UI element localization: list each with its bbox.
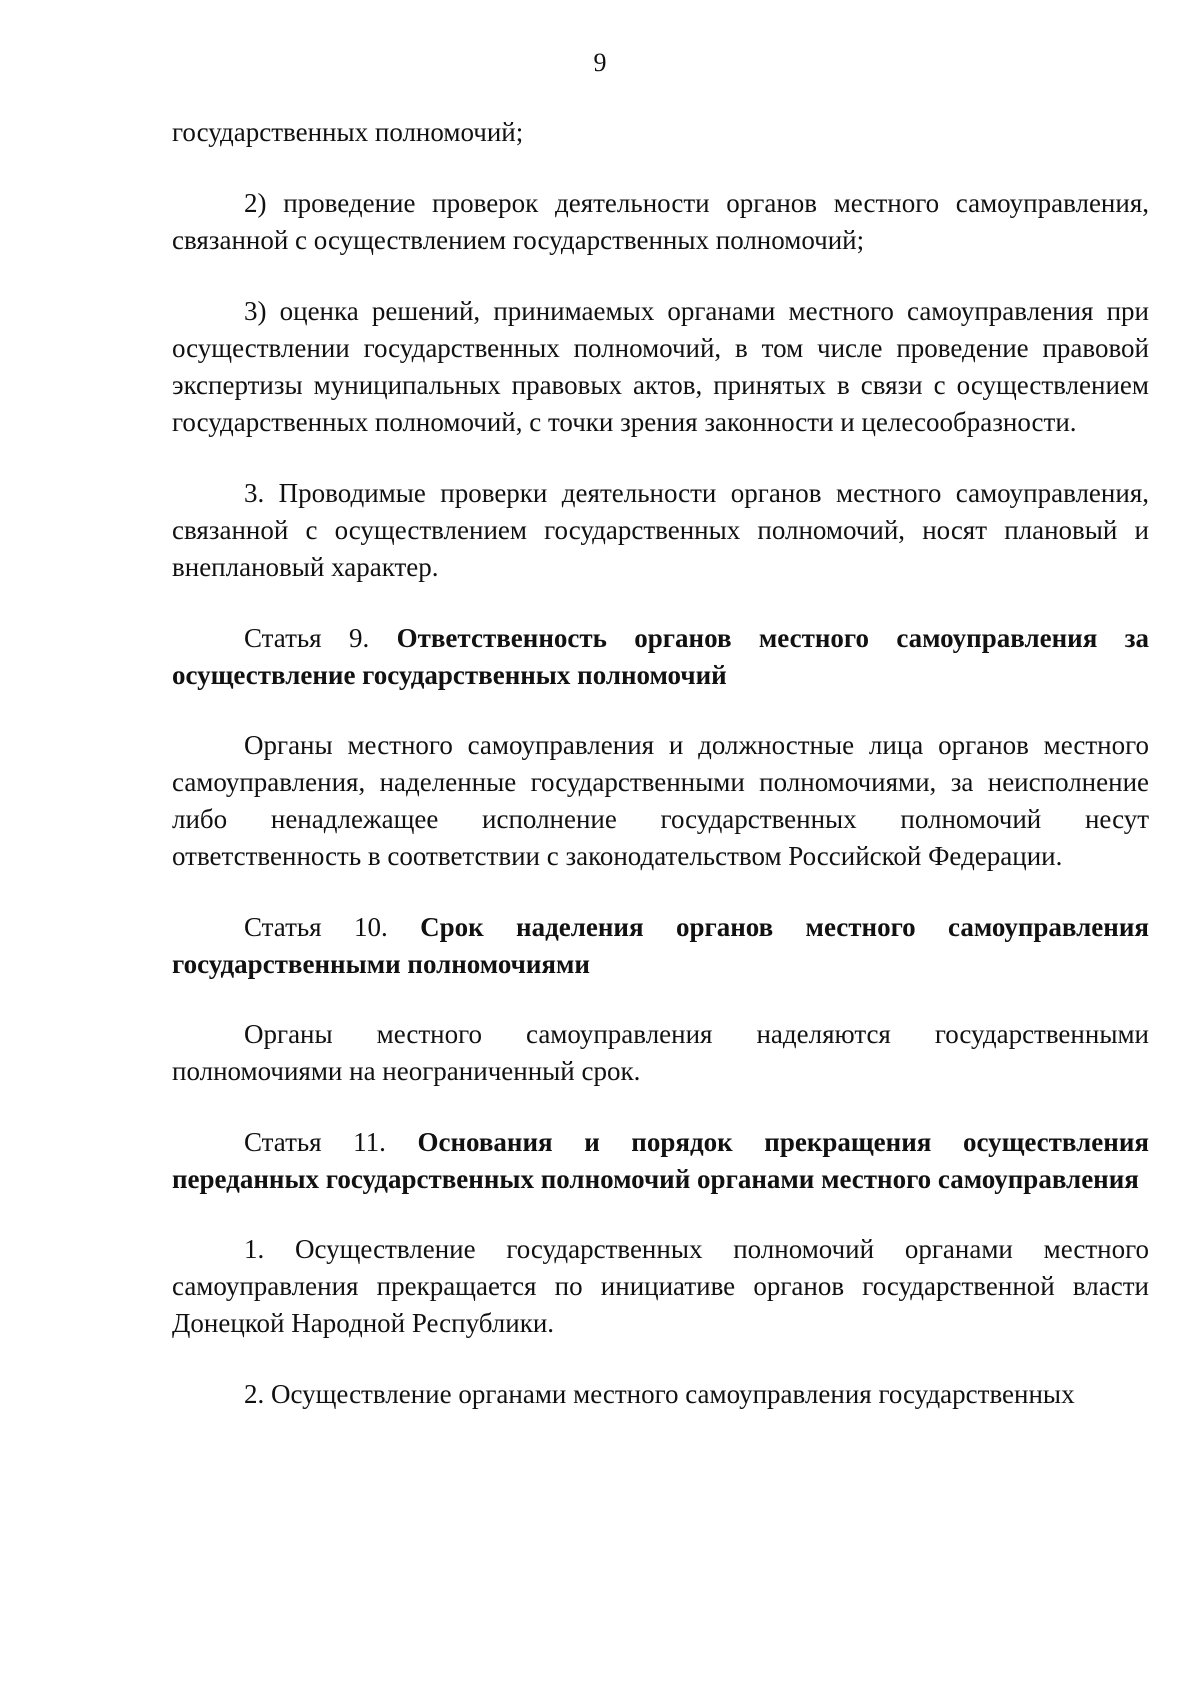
document-body: [172, 114, 1149, 1447]
paragraph-item-3: 3) оценка решений, принимаемых органами местного самоуправления при осуществлении государственных полномочий, в том числе проведение правовой экспертизы муниципальных правовых актов, принятых в связи с осуществлением государственных полномочий, с точки зрения законности и целесообразности.: [172, 296, 1149, 437]
article-9-heading: [172, 620, 1149, 694]
article-11-title: Основания и порядок прекращения осуществления переданных государственных полномочий органами местного самоуправления: [172, 1127, 1149, 1194]
page-number: 9: [593, 48, 607, 77]
article-11-heading: [172, 1124, 1149, 1198]
article-9-title: Ответственность органов местного самоуправления за осуществление государственных полномочий: [172, 623, 1149, 690]
article-10-title: Срок наделения органов местного самоуправления государственными полномочиями: [172, 912, 1149, 979]
paragraph-item-2: 2) проведение проверок деятельности органов местного самоуправления, связанной с осуществлением государственных полномочий;: [172, 188, 1149, 255]
article-11-point-1: 1. Осуществление государственных полномочий органами местного самоуправления прекращается по инициативе органов государственной власти Донецкой Народной Республики.: [172, 1234, 1149, 1338]
article-11-number: Статья 11.: [244, 1127, 386, 1157]
article-10-number: Статья 10.: [244, 912, 388, 942]
article-11-point-2: 2. Осуществление органами местного самоуправления государственных: [244, 1379, 1075, 1409]
article-9-text: Органы местного самоуправления и должностные лица органов местного самоуправления, наделенные государственными полномочиями, за неисполнение либо ненадлежащее исполнение государственных полномочий несут ответственность в соответствии с законодательством Российской Федерации.: [172, 730, 1149, 871]
paragraph-continuation: государственных полномочий;: [172, 117, 524, 147]
article-10-heading: [172, 909, 1149, 983]
article-9-number: Статья 9.: [244, 623, 370, 653]
paragraph-point-3: 3. Проводимые проверки деятельности органов местного самоуправления, связанной с осуществлением государственных полномочий, носят плановый и внеплановый характер.: [172, 478, 1149, 582]
article-10-text: Органы местного самоуправления наделяются государственными полномочиями на неограниченный срок.: [172, 1019, 1149, 1086]
